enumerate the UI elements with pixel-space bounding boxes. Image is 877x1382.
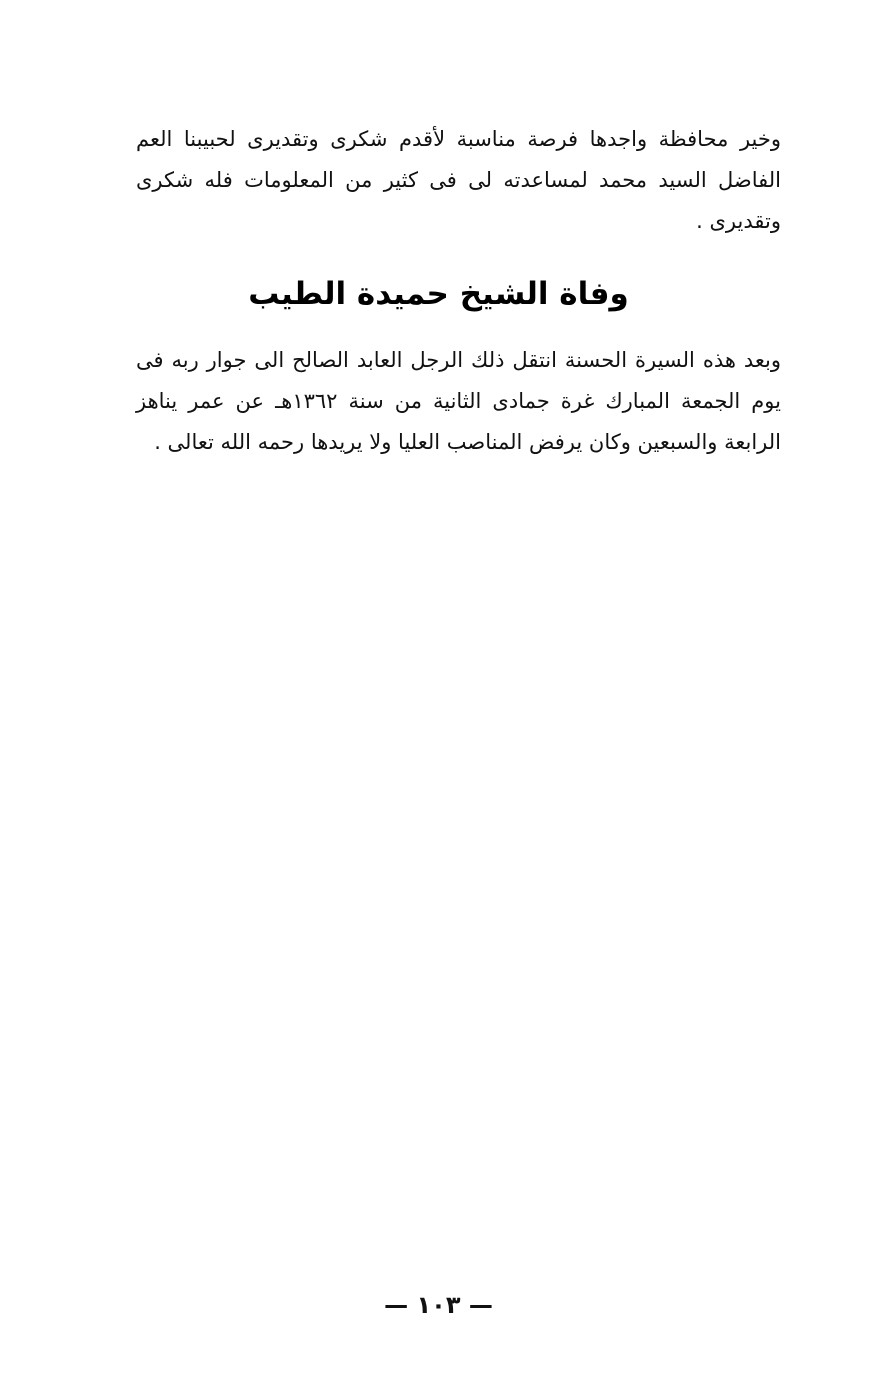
body-paragraph-death: وبعد هذه السيرة الحسنة انتقل ذلك الرجل العابد الصالح الى جوار ربه فى يوم الجمعة المبارك غرة جمادى الثانية من سنة ١٣٦٢هـ عن عمر يناهز الرابعة والسبعين وكان يرفض المناصب العليا ولا يريدها رحمه الله تعالى . [136,348,781,454]
page-number: — ١٠٣ — [384,1291,493,1319]
body-paragraph-acknowledgement: وخير محافظة واجدها فرصة مناسبة لأقدم شكرى وتقديرى لحبيبنا العم الفاضل السيد محمد لمساعدته لى فى كثير من المعلومات فله شكرى وتقديرى . [136,127,781,233]
section-heading: وفاة الشيخ حميدة الطيب [248,276,629,312]
